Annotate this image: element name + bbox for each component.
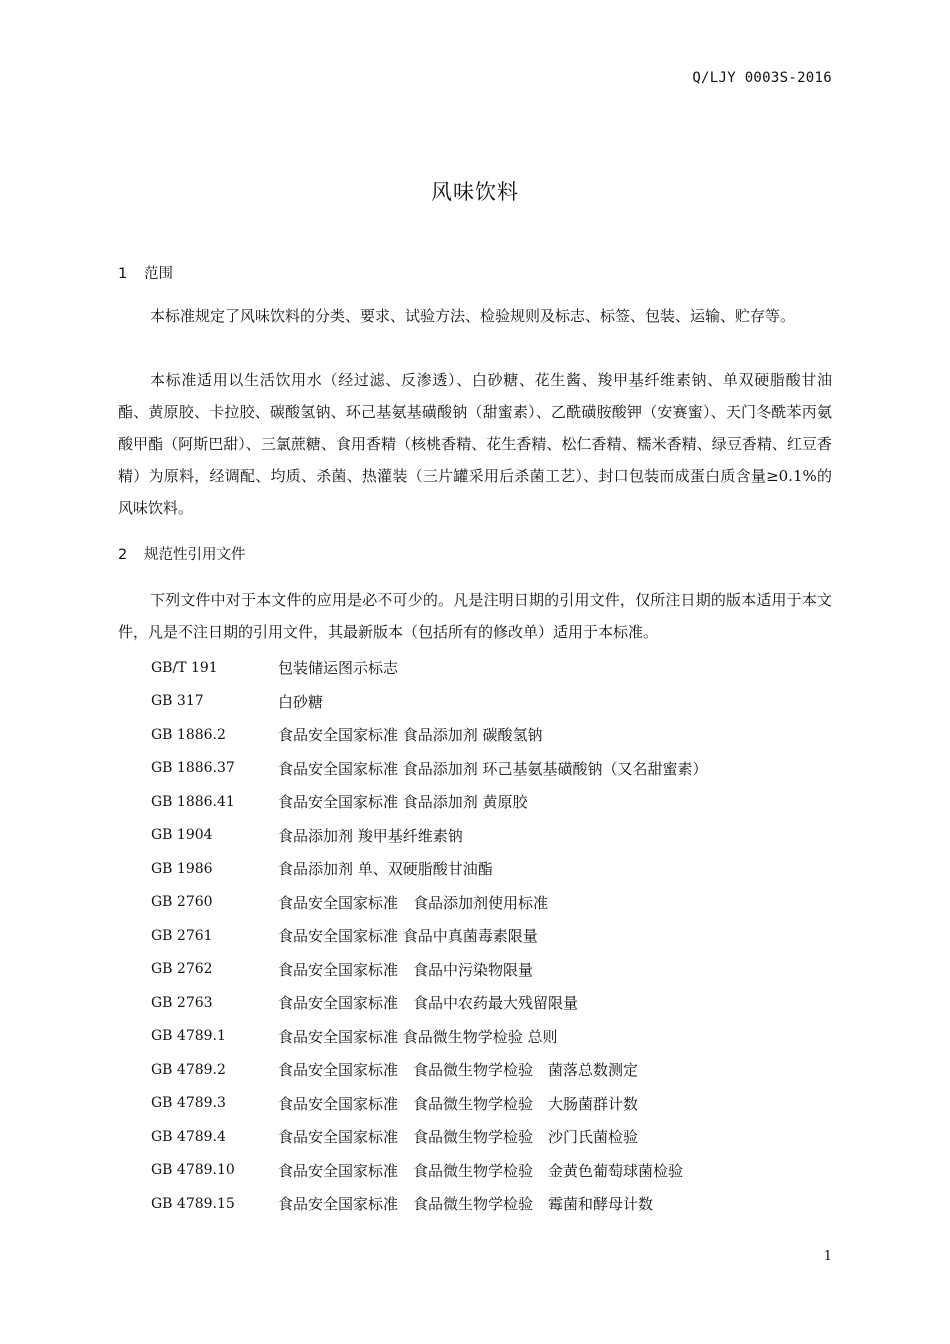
reference-code: GB 1886.2 <box>151 726 226 743</box>
references-intro-paragraph: 下列文件中对于本文件的应用是必不可少的。凡是注明日期的引用文件，仅所注日期的版本适用于本文件，凡是不注日期的引用文件，其最新版本（包括所有的修改单）适用于本标准。 <box>118 591 832 641</box>
reference-title: 食品安全国家标准 食品微生物学检验 霉菌和酵母计数 <box>278 1195 654 1214</box>
section-title: 规范性引用文件 <box>144 547 246 563</box>
reference-title: 食品安全国家标准 食品中污染物限量 <box>278 960 534 979</box>
reference-code: GB 4789.3 <box>151 1095 226 1112</box>
reference-item <box>151 1087 841 1121</box>
reference-code: GB 4789.15 <box>151 1195 235 1212</box>
reference-item <box>151 1120 841 1154</box>
reference-code: GB 2760 <box>151 894 213 911</box>
reference-title: 食品安全国家标准 食品微生物学检验 总则 <box>278 1027 558 1046</box>
reference-item <box>151 819 841 853</box>
reference-item <box>151 886 841 920</box>
section-heading-scope <box>118 262 173 283</box>
reference-title: 食品安全国家标准 食品微生物学检验 菌落总数测定 <box>278 1061 639 1080</box>
reference-title: 食品安全国家标准 食品微生物学检验 大肠菌群计数 <box>278 1094 639 1113</box>
reference-code: GB 4789.2 <box>151 1061 226 1078</box>
reference-item <box>151 852 841 886</box>
section-number: 1 <box>118 266 128 282</box>
reference-item <box>151 1187 841 1221</box>
reference-code: GB 2763 <box>151 994 213 1011</box>
reference-item <box>151 685 841 719</box>
reference-title: 包装储运图示标志 <box>278 659 399 678</box>
reference-title: 食品安全国家标准 食品中真菌毒素限量 <box>278 927 538 946</box>
reference-title: 白砂糖 <box>278 692 324 711</box>
reference-item <box>151 1020 841 1054</box>
reference-item <box>151 919 841 953</box>
section-heading-references <box>118 543 246 564</box>
reference-title: 食品安全国家标准 食品添加剂 碳酸氢钠 <box>278 726 543 745</box>
reference-code: GB 1886.37 <box>151 760 235 777</box>
reference-item <box>151 651 841 685</box>
reference-code: GB 2762 <box>151 961 213 978</box>
reference-code: GB 1904 <box>151 827 213 844</box>
reference-code: GB 1986 <box>151 860 213 877</box>
reference-item <box>151 785 841 819</box>
reference-title: 食品安全国家标准 食品添加剂使用标准 <box>278 893 549 912</box>
reference-code: GB 4789.1 <box>151 1028 226 1045</box>
scope-paragraph-2: 本标准适用以生活饮用水（经过滤、反渗透）、白砂糖、花生酱、羧甲基纤维素钠、单双硬脂酸甘油酯、黄原胶、卡拉胶、碳酸氢钠、环己基氨基磺酸钠（甜蜜素）、乙酰磺胺酸钾（安赛蜜）、天门冬酰苯丙氨酸甲酯（阿斯巴甜）、三氯蔗糖、食用香精（核桃香精、花生香精、松仁香精、糯米香精、绿豆香精、红豆香精）为原料，经调配、均质、杀菌、热灌装（三片罐采用后杀菌工艺）、封口包装而成蛋白质含量≥0.1%的风味饮料。 <box>118 371 832 517</box>
page-title: 风味饮料 <box>431 180 519 204</box>
reference-list <box>151 651 841 1221</box>
reference-title: 食品安全国家标准 食品微生物学检验 沙门氏菌检验 <box>278 1128 639 1147</box>
reference-item <box>151 953 841 987</box>
section-number: 2 <box>118 547 128 563</box>
reference-code: GB 317 <box>151 693 204 710</box>
reference-title: 食品安全国家标准 食品中农药最大残留限量 <box>278 994 579 1013</box>
reference-code: GB/T 191 <box>151 659 218 676</box>
document-code: Q/LJY 0003S-2016 <box>692 70 832 86</box>
reference-item <box>151 752 841 786</box>
reference-title: 食品安全国家标准 食品微生物学检验 金黄色葡萄球菌检验 <box>278 1161 684 1180</box>
reference-title: 食品安全国家标准 食品添加剂 黄原胶 <box>278 793 528 812</box>
scope-paragraph-1: 本标准规定了风味饮料的分类、要求、试验方法、检验规则及标志、标签、包装、运输、贮存等。 <box>150 307 796 325</box>
reference-item <box>151 986 841 1020</box>
reference-item <box>151 1053 841 1087</box>
reference-title: 食品安全国家标准 食品添加剂 环己基氨基磺酸钠（又名甜蜜素） <box>278 759 708 778</box>
reference-item <box>151 1154 841 1188</box>
page-number: 1 <box>823 1249 832 1264</box>
reference-code: GB 1886.41 <box>151 793 235 810</box>
reference-title: 食品添加剂 羧甲基纤维素钠 <box>278 826 463 845</box>
section-title: 范围 <box>144 266 173 282</box>
reference-item <box>151 718 841 752</box>
reference-code: GB 2761 <box>151 927 213 944</box>
reference-code: GB 4789.4 <box>151 1128 226 1145</box>
reference-title: 食品添加剂 单、双硬脂酸甘油酯 <box>278 860 493 879</box>
reference-code: GB 4789.10 <box>151 1162 235 1179</box>
